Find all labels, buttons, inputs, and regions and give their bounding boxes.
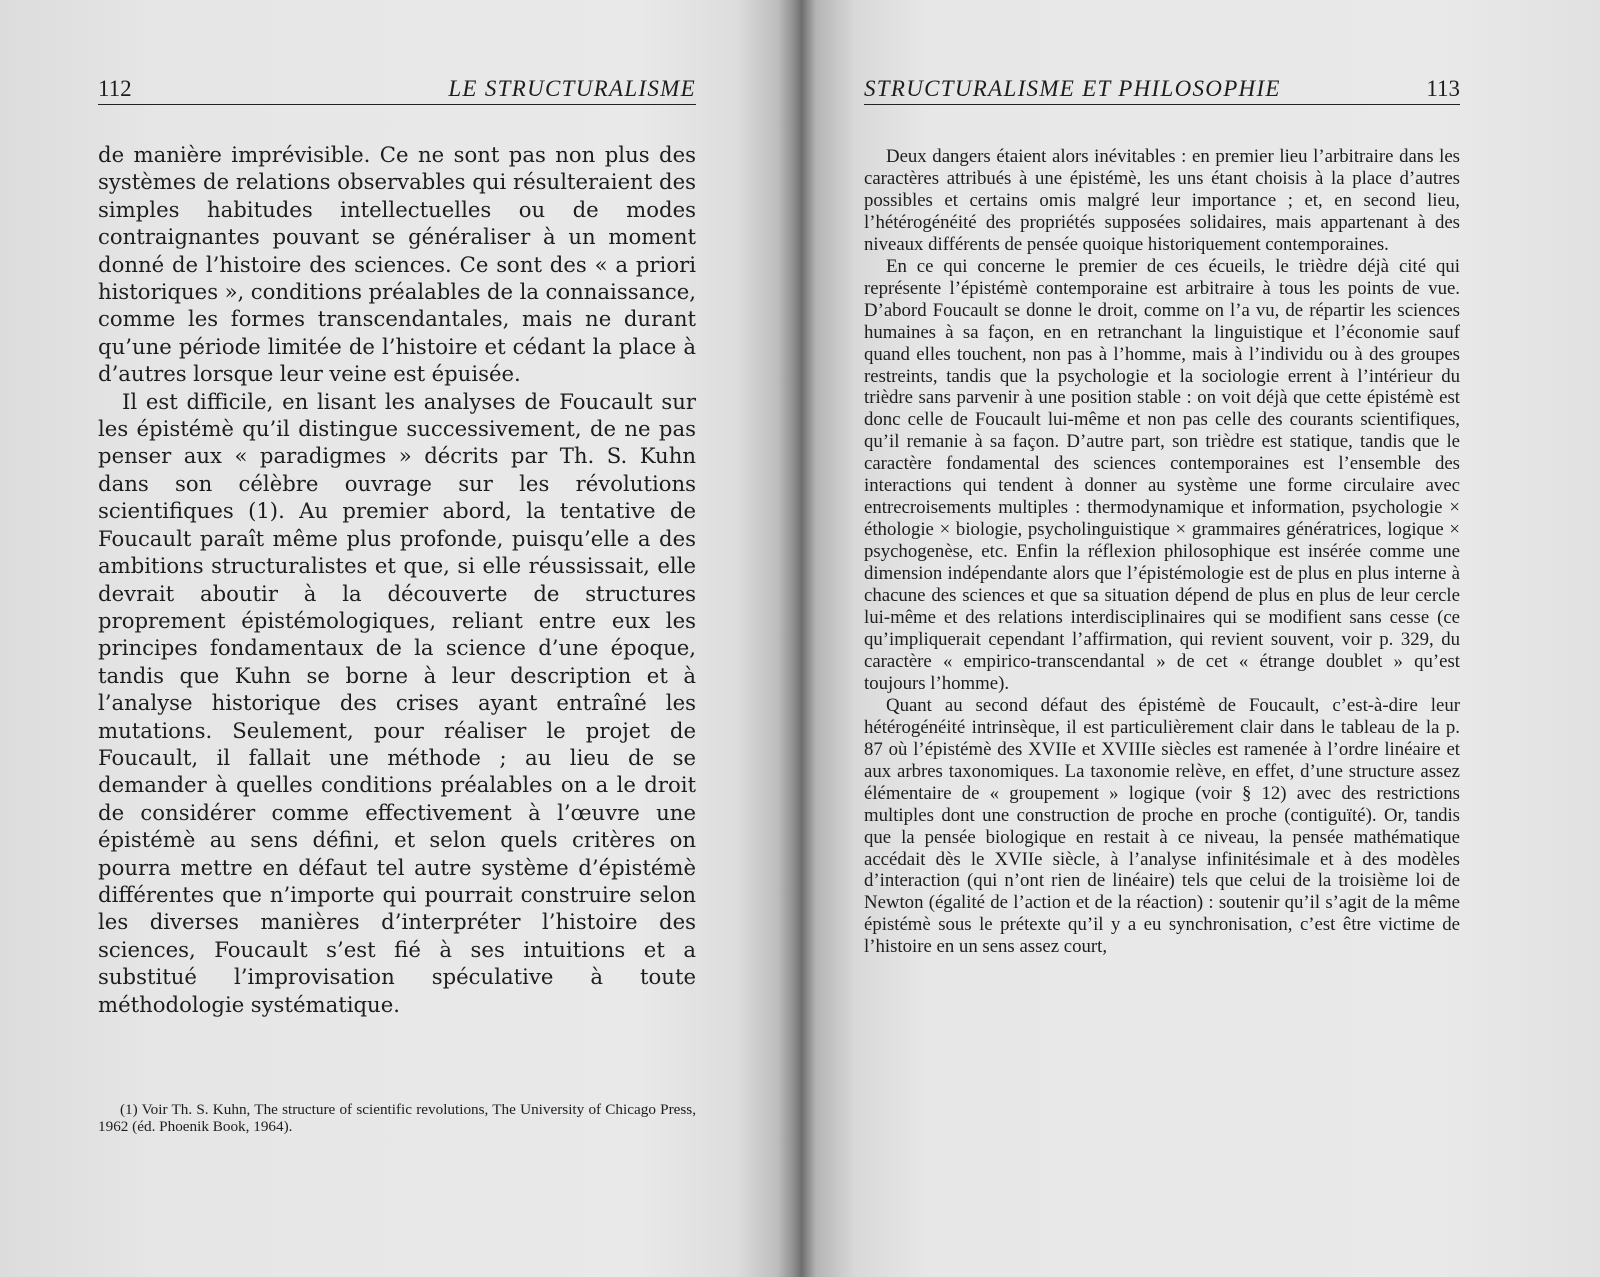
paragraph: Quant au second défaut des épistémè de Foucault, c’est-à-dire leur hétérogénéité intrinsèque, il est particulièrement clair dans le tableau de la p. 87 où l’épistémè des XVIIe et XVIIIe siècles est ramenée à l’ordre linéaire et aux arbres taxonomiques. La taxonomie relève, en effet, d’une structure assez élémentaire de « groupement » logique (voir § 12) avec des restrictions multiples dont une construction de proche en proche (contiguïté). Or, tandis que la pensée biologique en restait à ce niveau, la pensée mathématique accédait dès le XVIIe siècle, à l’analyse infinitésimale et à des modèles d’interaction (qui n’ont rien de linéaire) tels que celui de la troisième loi de Newton (égalité de l’action et de la réaction) : soutenir qu’il s’agit de la même épistémè sous le prétexte qu’il y a eu synchronisation, c’est être victime de l’histoire en un sens assez court, — [864, 694, 1460, 958]
left-page — [0, 0, 790, 1277]
body-text — [98, 141, 696, 1018]
footnote: (1) Voir Th. S. Kuhn, The structure of scientific revolutions, The University of Chicago Press, 1962 (éd. Phoenik Book, 1964). — [98, 1101, 696, 1135]
right-page — [800, 0, 1600, 1277]
paragraph: de manière imprévisible. Ce ne sont pas non plus des systèmes de relations observables qui résulteraient des simples habitudes intellectuelles ou de modes contraignantes pouvant se généraliser à un moment donné de l’histoire des sciences. Ce sont des « a priori historiques », conditions préalables de la connaissance, comme les formes transcendantales, mais ne durant qu’une période limitée de l’histoire et cédant la place à d’autres lorsque leur veine est épuisée. — [98, 142, 696, 387]
running-head: STRUCTURALISME ET PHILOSOPHIE — [864, 76, 1281, 101]
paragraph: Il est difficile, en lisant les analyses de Foucault sur les épistémè qu’il distingue successivement, de ne pas penser aux « paradigmes » décrits par Th. S. Kuhn dans son célèbre ouvrage sur les révolutions scientifiques (1). Au premier abord, la tentative de Foucault paraît même plus profonde, puisqu’elle a des ambitions structuralistes et que, si elle réussissait, elle devrait aboutir à la découverte de structures proprement épistémologiques, reliant entre eux les principes fondamentaux de la science d’une époque, tandis que Kuhn se borne à leur description et à l’analyse historique des crises ayant entraîné les mutations. Seulement, pour réaliser le projet de Foucault, il fallait une méthode ; au lieu de se demander à quelles conditions préalables on a le droit de considérer comme effectivement à l’œuvre une épistémè au sens défini, et selon quels critères on pourra mettre en défaut tel autre système d’épistémè différentes que n’importe qui pourrait construire selon les diverses manières d’interpréter l’histoire des sciences, Foucault s’est fié à ses intuitions et a substitué l’improvisation spéculative à toute méthodologie systématique. — [98, 388, 696, 1017]
page-header — [864, 74, 1460, 105]
page-number: 113 — [1426, 76, 1460, 101]
page-number: 112 — [98, 76, 132, 101]
paragraph: Deux dangers étaient alors inévitables : en premier lieu l’arbitraire dans les caractères attribués à une épistémè, les uns étant choisis à la place d’autres possibles et certains omis malgré leur importance ; et, en second lieu, l’hétérogénéité des propriétés supposées solidaires, mais appartenant à des niveaux différents de pensée quoique historiquement contemporaines. — [864, 146, 1460, 255]
body-text — [864, 146, 1460, 958]
paragraph: En ce qui concerne le premier de ces écueils, le trièdre déjà cité qui représente l’épistémè contemporaine est arbitraire à tous les points de vue. D’abord Foucault se donne le droit, comme on l’a vu, de répartir les sciences humaines à sa façon, en en retranchant la linguistique et l’économie sauf quand elles touchent, non pas à l’homme, mais à l’individu ou à des groupes restreints, tandis que la psychologie et la sociologie errent à l’intérieur du trièdre sans parvenir à une position stable : on voit déjà que cette épistémè est donc celle de Foucault lui-même et non pas celle des courants scientifiques, qu’il remanie à sa façon. D’autre part, son trièdre est statique, tandis que le caractère fondamental des sciences contemporaines est l’ensemble des interactions qui tendent à donner au système une forme circulaire avec entrecroisements multiples : thermodynamique et information, psychologie × éthologie × biologie, psycholinguistique × grammaires génératrices, logique × psychogenèse, etc. Enfin la réflexion philosophique est insérée comme une dimension indépendante alors que l’épistémologie est de plus en plus interne à chacune des sciences et que sa situation dépend de plus en plus de leur cercle lui-même et des relations interdisciplinaires qui se modifient sans cesse (ce qu’impliquerait cependant l’affirmation, qui revient souvent, voir p. 329, du caractère « empirico-transcendantal » de cet « étrange doublet » qu’est toujours l’homme). — [864, 255, 1460, 694]
page-header — [98, 74, 696, 105]
running-head: LE STRUCTURALISME — [448, 76, 696, 101]
